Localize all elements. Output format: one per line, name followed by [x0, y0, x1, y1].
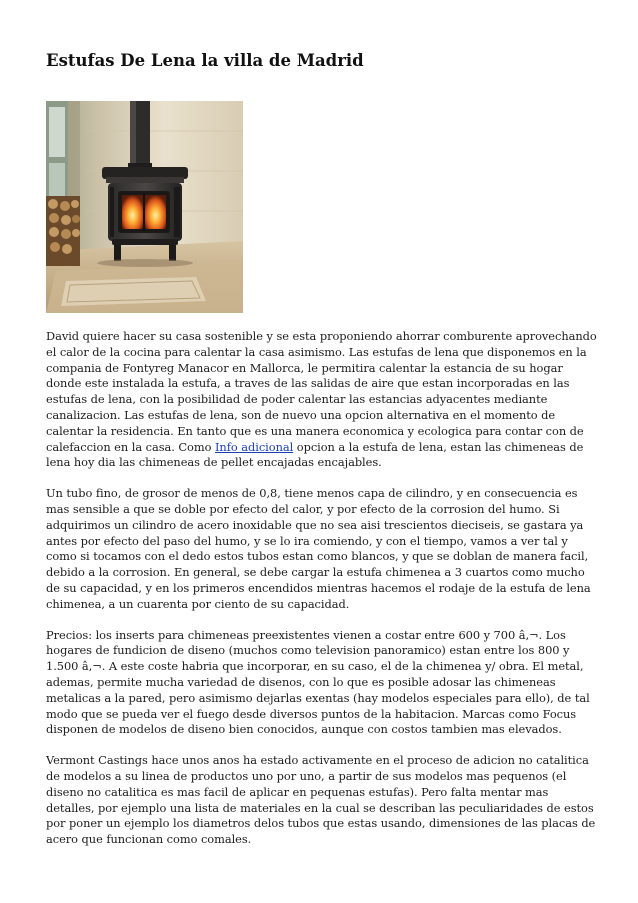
page-title: Estufas De Lena la villa de Madrid	[46, 51, 364, 70]
paragraph-text: David quiere hacer su casa sostenible y se esta proponiendo ahorrar comburente aprovechando el calor de la cocina para calentar la casa asimismo. Las estufas de lena que disponemos en la compania de Fontyreg Manacor en Mallorca, le permitira calentar la estancia de su hogar donde este instalada la estufa, a traves de las salidas de aire que estan incorporadas en las estufas de lena, con la posibilidad de poder calentar las estancias adyacentes mediante canalizacion. Las estufas de lena, son de nuevo una opcion alternativa en el momento de calentar la residencia. En tanto que es una manera economica y ecologica para contar con de calefaccion en la casa. Como	[46, 329, 597, 454]
paragraph	[46, 329, 598, 471]
article-body	[46, 329, 598, 863]
wood-stove-photo	[46, 101, 243, 313]
paragraph-text: opcion a la estufa de lena, estan las chimeneas de lena hoy dia las chimeneas de pellet encajadas encajables.	[46, 439, 584, 470]
info-adicional-link[interactable]: Info adicional	[214, 439, 294, 454]
paragraph: Precios: los inserts para chimeneas preexistentes vienen a costar entre 600 y 700 â‚¬. Los hogares de fundicion de diseno (muchos como television panoramico) estan entre los 800 y 1.500 â‚¬. A este coste habria que incorporar, en su caso, el de la chimenea y/ obra. El metal, ademas, permite mucha variedad de disenos, con lo que es posible adosar las chimeneas metalicas a la pared, pero asimismo dejarlas exentas (hay modelos especiales para ello), de tal modo que se pueda ver el fuego desde diversos puntos de la habitacion. Marcas como Focus disponen de modelos de diseno bien conocidos, aunque con costos tambien mas elevados.	[46, 627, 590, 737]
paragraph: Vermont Castings hace unos anos ha estado activamente en el proceso de adicion no catalitica de modelos a su linea de productos uno por uno, a partir de sus modelos mas pequenos (el diseno no catalitica es mas facil de aplicar en pequenas estufas). Pero falta mentar mas detalles, por ejemplo una lista de materiales en la cual se describan las peculiaridades de estos por poner un ejemplo los diametros delos tubos que estas usando, dimensiones de las placas de acero que funcionan como comales.	[46, 753, 596, 847]
paragraph: Un tubo fino, de grosor de menos de 0,8, tiene menos capa de cilindro, y en consecuencia es mas sensible a que se doble por efecto del calor, y por efecto de la corrosion del humo. Si adquirimos un cilindro de acero inoxidable que no sea aisi trescientos dieciseis, se gastara ya antes por efecto del paso del humo, y se lo ira comiendo, y con el tiempo, vamos a ver tal y como si tocamos con el dedo estos tubos estan como blancos, y que se doblan de manera facil, debido a la corrosion. En general, se debe cargar la estufa chimenea a 3 cuartos como mucho de su capacidad, y en los primeros encendidos mientras hacemos el rodaje de la estufa de lena chimenea, a un cuarenta por ciento de su capacidad.	[46, 486, 591, 611]
